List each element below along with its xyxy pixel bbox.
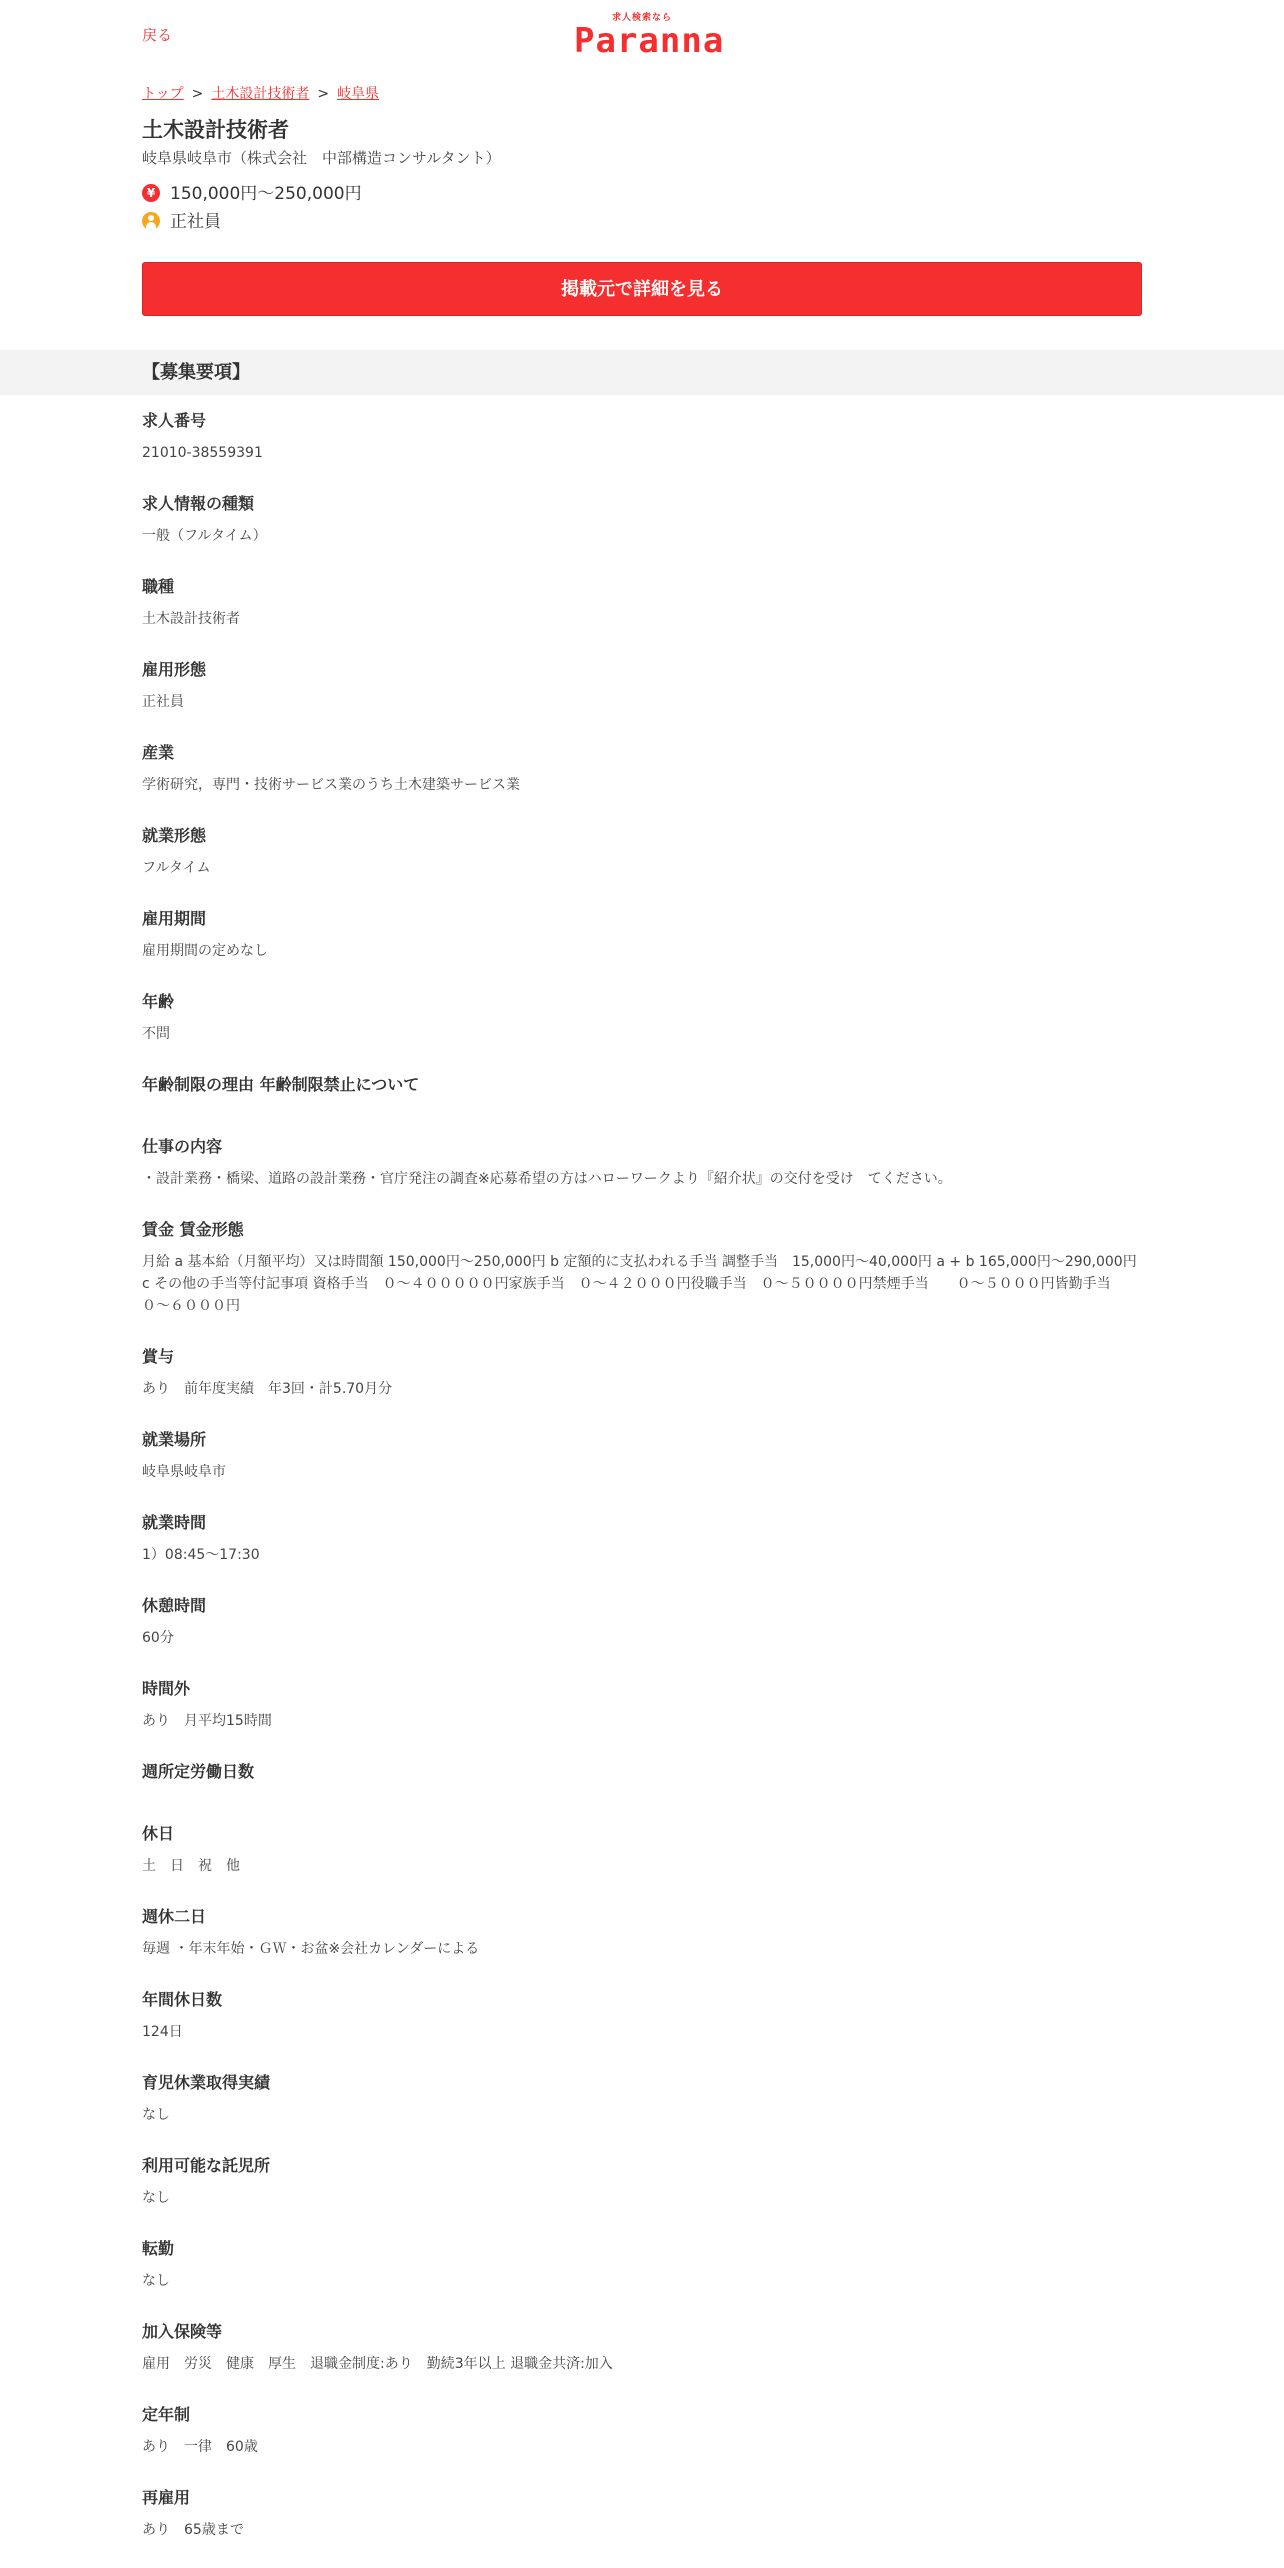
detail-value: 正社員 <box>142 694 184 710</box>
detail-label: 仕事の内容 <box>142 1137 223 1156</box>
detail-item <box>142 1429 1142 1483</box>
logo-wordmark: Paranna <box>574 21 725 61</box>
detail-label: 年齢 <box>142 992 175 1011</box>
detail-item <box>142 2072 1142 2126</box>
detail-item <box>142 1678 1142 1732</box>
salary-text: 150,000円～250,000円 <box>170 184 362 204</box>
detail-item <box>142 1219 1142 1317</box>
detail-item <box>142 659 1142 713</box>
detail-value: 不問 <box>142 1026 170 1042</box>
breadcrumb-prefecture[interactable]: 岐阜県 <box>337 86 380 102</box>
detail-label: 週所定労働日数 <box>142 1762 255 1781</box>
detail-value: 土 日 祝 他 <box>142 1858 240 1874</box>
detail-label: 年間休日数 <box>142 1990 223 2009</box>
detail-value: 毎週 ・年末年始・ＧＷ・お盆※会社カレンダーによる <box>142 1941 480 1957</box>
detail-label: 加入保険等 <box>142 2322 223 2341</box>
detail-item <box>142 2155 1142 2209</box>
detail-label: 就業場所 <box>142 1430 207 1449</box>
detail-value: 学術研究，専門・技術サービス業のうち土木建築サービス業 <box>142 777 520 793</box>
detail-item <box>142 410 1142 464</box>
yen-icon <box>142 184 160 202</box>
breadcrumb-separator: > <box>191 86 204 102</box>
detail-item <box>142 1512 1142 1566</box>
detail-label: 賃金 賃金形態 <box>142 1220 244 1239</box>
detail-label: 年齢制限の理由 年齢制限禁止について <box>142 1075 420 1094</box>
detail-item <box>142 1989 1142 2043</box>
detail-item <box>142 493 1142 547</box>
detail-label: 求人番号 <box>142 411 207 430</box>
detail-label: 利用可能な託児所 <box>142 2156 271 2175</box>
detail-item <box>142 742 1142 796</box>
section-header <box>0 350 1284 395</box>
detail-value: 雇用期間の定めなし <box>142 943 268 959</box>
detail-label: 週休二日 <box>142 1907 207 1926</box>
detail-value: 1）08:45～17:30 <box>142 1547 260 1563</box>
detail-item <box>142 2487 1142 2541</box>
page-title: 土木設計技術者 <box>142 118 289 142</box>
detail-label: 育児休業取得実績 <box>142 2073 271 2092</box>
detail-item <box>142 825 1142 879</box>
header <box>0 0 1284 64</box>
detail-value: あり 月平均15時間 <box>142 1713 272 1729</box>
company-location: 岐阜県岐阜市（株式会社 中部構造コンサルタント） <box>142 149 501 167</box>
breadcrumb <box>142 84 1142 104</box>
detail-item <box>142 1074 1142 1096</box>
detail-value: なし <box>142 2273 170 2289</box>
detail-label: 求人情報の種類 <box>142 494 255 513</box>
detail-item <box>142 991 1142 1045</box>
detail-item <box>142 2321 1142 2375</box>
detail-value: 21010-38559391 <box>142 445 263 461</box>
detail-value: なし <box>142 2107 170 2123</box>
detail-label: 雇用期間 <box>142 909 207 928</box>
detail-item <box>142 576 1142 630</box>
detail-label: 雇用形態 <box>142 660 207 679</box>
detail-value: 岐阜県岐阜市 <box>142 1464 226 1480</box>
detail-label: 時間外 <box>142 1679 191 1698</box>
breadcrumb-top[interactable]: トップ <box>142 86 184 102</box>
detail-label: 転勤 <box>142 2239 175 2258</box>
detail-value: 124日 <box>142 2024 183 2040</box>
detail-item <box>142 1346 1142 1400</box>
detail-item <box>142 2404 1142 2458</box>
section-title: 【募集要項】 <box>142 362 250 383</box>
detail-label: 賞与 <box>142 1347 175 1366</box>
detail-label: 休憩時間 <box>142 1596 207 1615</box>
detail-value: 60分 <box>142 1630 174 1646</box>
detail-value: 雇用 労災 健康 厚生 退職金制度:あり 勤続3年以上 退職金共済:加入 <box>142 2356 613 2372</box>
detail-value: なし <box>142 2190 170 2206</box>
detail-item <box>142 1595 1142 1649</box>
detail-value: あり 前年度実績 年3回・計5.70月分 <box>142 1381 393 1397</box>
salary-row <box>142 183 1142 205</box>
detail-value: フルタイム <box>142 860 211 876</box>
detail-label: 休日 <box>142 1824 175 1843</box>
breadcrumb-category[interactable]: 土木設計技術者 <box>211 86 310 102</box>
logo-tagline: 求人検索なら <box>611 13 672 23</box>
person-icon <box>142 212 160 230</box>
back-link[interactable]: 戻る <box>142 26 173 44</box>
employment-text: 正社員 <box>170 212 221 232</box>
detail-value: ・設計業務・橋梁、道路の設計業務・官庁発注の調査※応募希望の方はハローワークより『紹介状』の交付を受け てください。 <box>142 1171 952 1187</box>
detail-value: 土木設計技術者 <box>142 611 240 627</box>
detail-label: 職種 <box>142 577 175 596</box>
view-details-button[interactable]: 掲載元で詳細を見る <box>142 262 1142 316</box>
detail-label: 再雇用 <box>142 2488 191 2507</box>
detail-item <box>142 1761 1142 1783</box>
detail-label: 就業形態 <box>142 826 207 845</box>
employment-row <box>142 211 1142 233</box>
detail-item <box>142 1136 1142 1190</box>
detail-value: あり 一律 60歳 <box>142 2439 258 2455</box>
breadcrumb-separator: > <box>317 86 330 102</box>
detail-value: あり 65歳まで <box>142 2522 244 2538</box>
detail-label: 産業 <box>142 743 175 762</box>
detail-value: 月給 a 基本給（月額平均）又は時間額 150,000円～250,000円 b 定額的に支払われる手当 調整手当 15,000円～40,000円 a + b 165,000円～290,000円 c その他の手当等付記事項 資格手当 ０～４０００００円家族手当 ０～４２０００円役職手当 ０～５００００円禁煙手当 ０～５０００円皆勤手当 ０～６０００円 <box>142 1254 1139 1314</box>
paranna-logo[interactable] <box>574 12 725 61</box>
detail-item <box>142 2238 1142 2292</box>
detail-label: 就業時間 <box>142 1513 207 1532</box>
detail-item <box>142 908 1142 962</box>
detail-label: 定年制 <box>142 2405 191 2424</box>
detail-item <box>142 1906 1142 1960</box>
detail-value: 一般（フルタイム） <box>142 528 267 544</box>
detail-item <box>142 1823 1142 1877</box>
